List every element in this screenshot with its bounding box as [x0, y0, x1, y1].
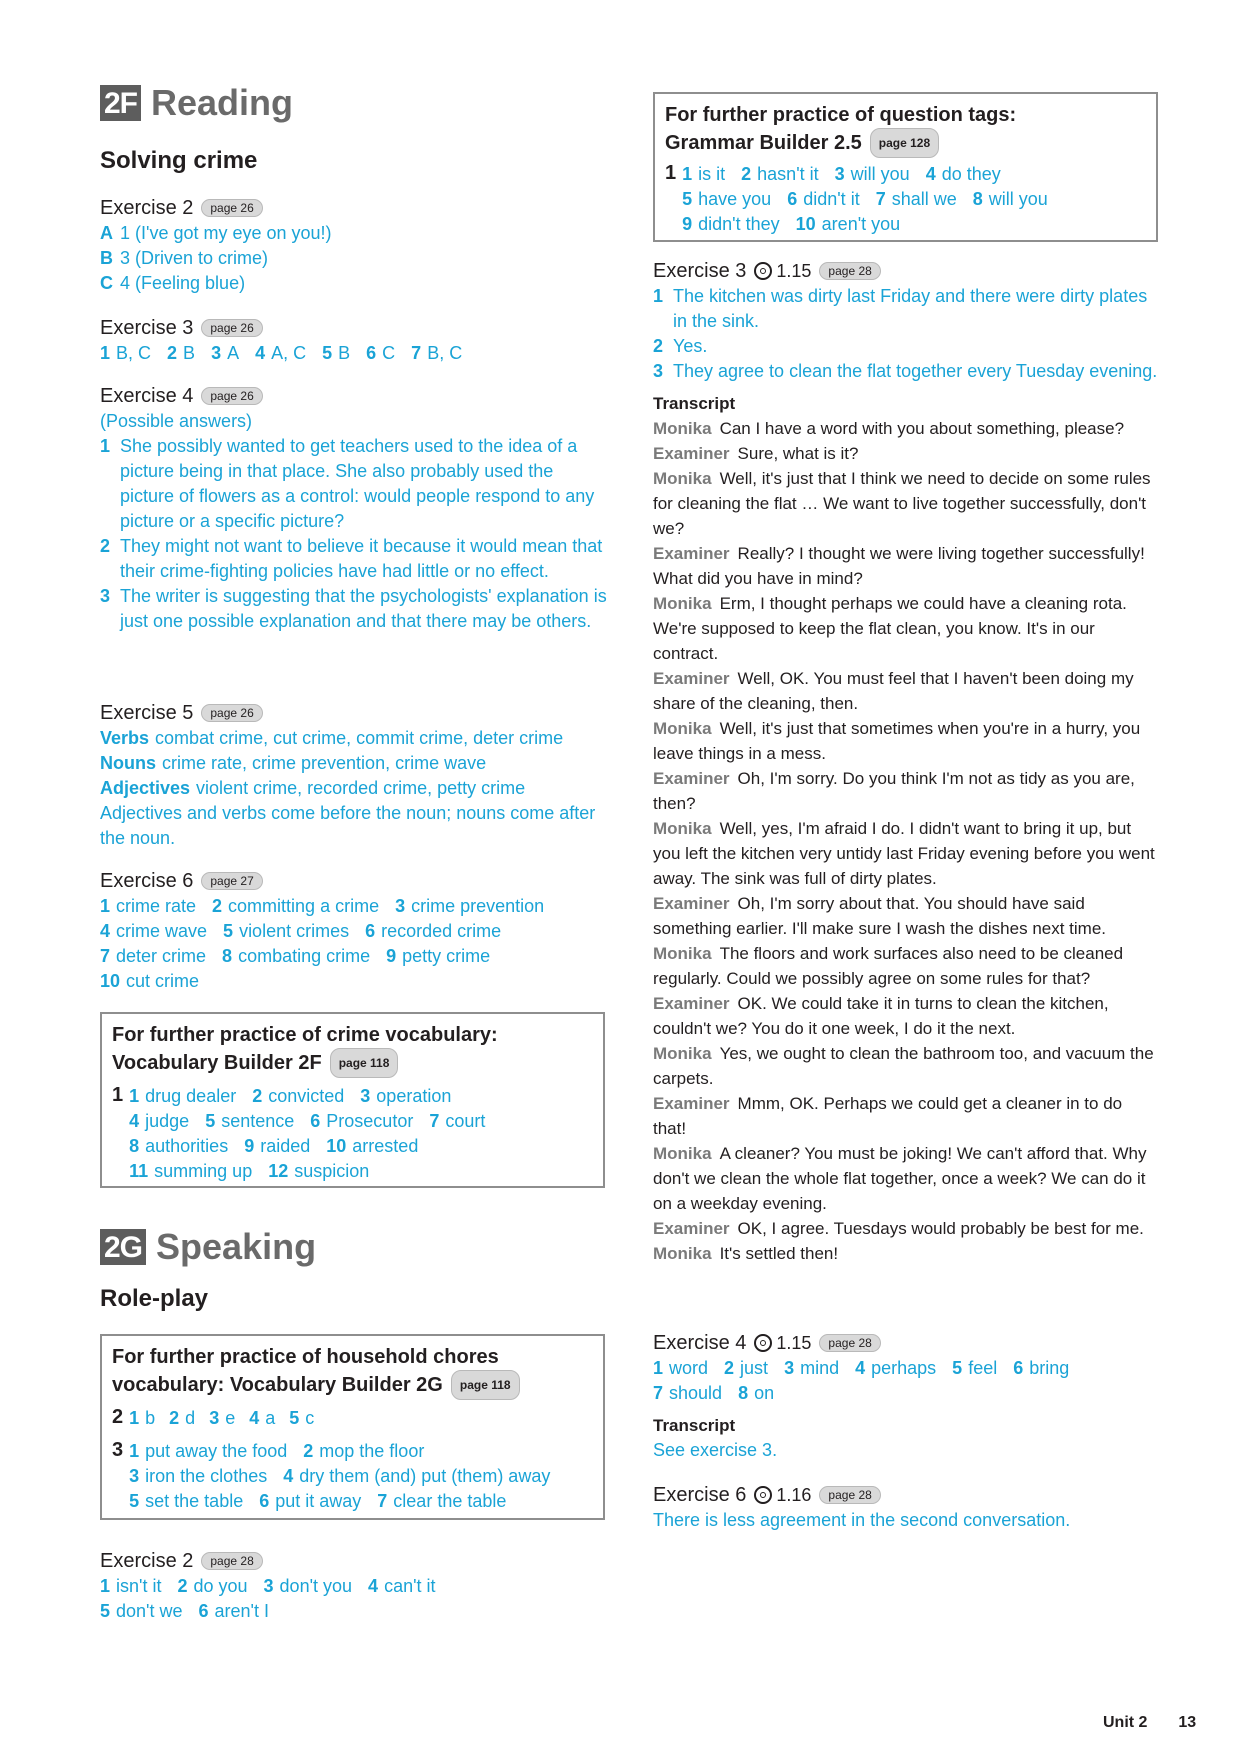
track-number: 1.16 [776, 1484, 812, 1505]
answer-number: Verbs [100, 728, 150, 748]
speaker-name: Examiner [653, 894, 730, 913]
answer-text: sentence [221, 1111, 295, 1131]
answer-item [100, 751, 610, 776]
answer-item [653, 334, 1158, 359]
answer-number: 10 [795, 214, 816, 234]
answer-list [100, 221, 610, 296]
answer-list [100, 434, 610, 634]
answer-number: 4 [129, 1111, 140, 1131]
answer-number: 4 [925, 164, 936, 184]
speech-text: It's settled then! [719, 1244, 839, 1263]
exercise-label: Exercise 4 [100, 384, 194, 407]
answer-text: bring [1029, 1358, 1070, 1378]
exercise-label: Exercise 3 [100, 316, 194, 339]
answer-text: should [669, 1383, 723, 1403]
answer-number: 11 [129, 1161, 149, 1181]
speaker-name: Examiner [653, 544, 730, 563]
speech-text: Oh, I'm sorry. Do you think I'm not as tidy as you are, then? [653, 769, 1135, 813]
speech-text: A cleaner? You must be joking! We can't afford that. Why don't we clean the whole flat together, once a week? We can do it on a weekday evening. [653, 1144, 1147, 1213]
section-code: 2G [100, 1229, 146, 1265]
answer-number: 1 [100, 343, 111, 363]
answer-number: A [100, 223, 113, 243]
exercise-label: Exercise 2 [100, 1549, 194, 1572]
speaker-name: Monika [653, 1244, 712, 1263]
speech-text: Sure, what is it? [737, 444, 859, 463]
answer-number: 7 [100, 946, 111, 966]
speech-text: OK. We could take it in turns to clean the kitchen, couldn't we? You do it one week, I do it the next. [653, 994, 1109, 1038]
answer-item [100, 434, 610, 534]
vocabulary-builder-box [100, 1334, 605, 1520]
answer-text: Prosecutor [326, 1111, 414, 1131]
answer-number: 1 [682, 164, 693, 184]
answer-text: violent crimes [239, 921, 350, 941]
speech-text: Well, OK. You must feel that I haven't been doing my share of the cleaning, then. [653, 669, 1134, 713]
exercise-2 [100, 195, 610, 296]
answer-number: 3 [834, 164, 845, 184]
answer-number: 4 [249, 1408, 260, 1428]
answer-number: 1 [129, 1086, 140, 1106]
answer-number: 5 [129, 1491, 140, 1511]
answer-item [100, 776, 610, 801]
answer-number: 2 [169, 1408, 180, 1428]
answer-number: 2 [303, 1441, 314, 1461]
speaker-name: Examiner [653, 669, 730, 688]
transcript-line [653, 716, 1158, 766]
answer-text: 4 (Feeling blue) [120, 273, 246, 293]
answer-text: d [185, 1408, 196, 1428]
answer-item [100, 271, 610, 296]
answer-note: Adjectives and verbs come before the noun; nouns come after the noun. [100, 803, 596, 848]
answer-number: C [100, 273, 113, 293]
answer-number: Nouns [100, 753, 156, 773]
transcript-line [653, 1041, 1158, 1091]
transcript-line [653, 441, 1158, 466]
answer-text: feel [968, 1358, 998, 1378]
answer-number: 2 [724, 1358, 735, 1378]
answer-text: will you [988, 189, 1048, 209]
answer-item [100, 534, 610, 584]
answer-number: 5 [322, 343, 333, 363]
answer-number: 4 [255, 343, 266, 363]
answer-number: 7 [411, 343, 422, 363]
answer-number: 3 [211, 343, 222, 363]
answer-number: 9 [682, 214, 693, 234]
answer-number: 3 [100, 586, 111, 606]
answer-number: 12 [268, 1161, 289, 1181]
speaker-name: Monika [653, 944, 712, 963]
answer-number: 2 [252, 1086, 263, 1106]
answer-number: B [100, 248, 113, 268]
answer-number: 1 [653, 1358, 664, 1378]
answer-number: 2 [100, 536, 111, 556]
answer-number: 10 [100, 971, 121, 991]
answer-text: b [145, 1408, 156, 1428]
cd-audio-icon [754, 262, 772, 280]
answer-text: B, C [116, 343, 152, 363]
track-number: 1.15 [776, 1332, 812, 1353]
answer-text: 3 (Driven to crime) [120, 248, 269, 268]
answer-number: 7 [875, 189, 886, 209]
page-ref-badge: page 28 [201, 1552, 262, 1570]
transcript-line [653, 1216, 1158, 1241]
box-title: Grammar Builder 2.5 [665, 132, 862, 154]
answer-number: 6 [366, 343, 377, 363]
answer-number: 6 [259, 1491, 270, 1511]
question-number: 2 [112, 1406, 124, 1428]
exercise-4 [100, 383, 610, 634]
question-number: 1 [665, 162, 677, 184]
answer-text: B [183, 343, 196, 363]
page-ref-badge: page 26 [201, 319, 262, 337]
page-ref-badge: page 128 [870, 128, 939, 158]
answer-number: 3 [360, 1086, 371, 1106]
box-title: For further practice of household chores [112, 1346, 499, 1368]
answer-text: aren't I [214, 1601, 269, 1621]
page-ref-badge: page 27 [201, 872, 262, 890]
answer-text: B, C [427, 343, 463, 363]
answer-number: Adjectives [100, 778, 191, 798]
transcript-line [653, 466, 1158, 541]
answer-number: 2 [653, 336, 664, 356]
transcript-line [653, 591, 1158, 666]
speaker-name: Examiner [653, 1094, 730, 1113]
answer-list [129, 1084, 485, 1184]
transcript-heading: Transcript [653, 1416, 736, 1435]
answer-text: combating crime [238, 946, 371, 966]
answer-number: 6 [198, 1601, 209, 1621]
answer-item [100, 584, 610, 634]
answer-text: iron the clothes [145, 1466, 268, 1486]
answer-text: Yes. [673, 336, 708, 356]
transcript-heading: Transcript [653, 394, 736, 413]
answer-text: mop the floor [319, 1441, 425, 1461]
answer-item [100, 246, 610, 271]
answer-text: didn't they [698, 214, 780, 234]
speaker-name: Monika [653, 1144, 712, 1163]
section-2g-heading [100, 1226, 316, 1268]
answer-list [682, 162, 1048, 237]
transcript-note: See exercise 3. [653, 1440, 778, 1460]
answer-number: 8 [972, 189, 983, 209]
answer-text: C [382, 343, 396, 363]
answer-number: 6 [1013, 1358, 1024, 1378]
exercise-label: Exercise 5 [100, 701, 194, 724]
answer-text: don't you [279, 1576, 353, 1596]
answer-note: (Possible answers) [100, 411, 253, 431]
answer-text: recorded crime [381, 921, 502, 941]
page-ref-badge: page 26 [201, 199, 262, 217]
exercise-label: Exercise 2 [100, 196, 194, 219]
answer-number: 1 [129, 1441, 140, 1461]
page-number: 13 [1178, 1714, 1197, 1731]
answer-number: 6 [365, 921, 376, 941]
answer-number: 2 [741, 164, 752, 184]
speaker-name: Examiner [653, 994, 730, 1013]
answer-list [653, 1356, 1158, 1406]
answer-text: 1 (I've got my eye on you!) [120, 223, 332, 243]
speech-text: Really? I thought we were living together successfully! What did you have in mind? [653, 544, 1145, 588]
answer-number: 5 [289, 1408, 300, 1428]
transcript-line [653, 816, 1158, 891]
transcript-line [653, 666, 1158, 716]
answer-list [129, 1439, 550, 1514]
answer-text: e [225, 1408, 236, 1428]
answer-number: 8 [222, 946, 233, 966]
cd-audio-icon [754, 1486, 772, 1504]
speaker-name: Monika [653, 469, 712, 488]
unit-label: Unit 2 [1103, 1714, 1148, 1731]
answer-text: do they [941, 164, 1001, 184]
answer-number: 7 [653, 1383, 664, 1403]
answer-number: 4 [100, 921, 111, 941]
box-title: Vocabulary Builder 2F [112, 1052, 322, 1074]
answer-number: 4 [283, 1466, 294, 1486]
page-ref-badge: page 28 [819, 262, 880, 280]
answer-text: cut crime [126, 971, 200, 991]
section-code: 2F [100, 85, 141, 121]
exercise-2-speaking [100, 1548, 610, 1624]
answer-text: have you [698, 189, 772, 209]
box-title: For further practice of question tags: [665, 104, 1017, 126]
transcript-line [653, 941, 1158, 991]
exercise-label: Exercise 4 [653, 1331, 747, 1354]
page-ref-badge: page 118 [330, 1048, 399, 1078]
transcript-line [653, 1241, 1158, 1266]
box-title: For further practice of crime vocabulary: [112, 1024, 498, 1046]
answer-list [100, 726, 610, 801]
transcript-line [653, 416, 1158, 441]
speaker-name: Monika [653, 594, 712, 613]
exercise-label: Exercise 6 [100, 869, 194, 892]
answer-text: court [445, 1111, 486, 1131]
box-title: vocabulary: Vocabulary Builder 2G [112, 1374, 443, 1396]
answer-text: will you [850, 164, 910, 184]
answer-text: A [227, 343, 240, 363]
speech-text: Mmm, OK. Perhaps we could get a cleaner in to do that! [653, 1094, 1123, 1138]
answer-number: 7 [429, 1111, 440, 1131]
answer-item [100, 221, 610, 246]
answer-text: drug dealer [145, 1086, 237, 1106]
answer-number: 3 [653, 361, 664, 381]
speech-text: Oh, I'm sorry about that. You should have said something earlier. I'll make sure I wash the dishes next time. [653, 894, 1107, 938]
answer-text: c [305, 1408, 315, 1428]
speech-text: Can I have a word with you about something, please? [719, 419, 1125, 438]
speech-text: Well, it's just that I think we need to decide on some rules for cleaning the flat … We want to live together successfully, don't we? [653, 469, 1151, 538]
page-ref-badge: page 118 [451, 1370, 520, 1400]
track-number: 1.15 [776, 260, 812, 281]
answer-item [653, 359, 1158, 384]
exercise-label: Exercise 6 [653, 1483, 747, 1506]
answer-number: 1 [653, 286, 664, 306]
cd-audio-icon [754, 1334, 772, 1352]
answer-text: The writer is suggesting that the psychologists' explanation is just one possible explanation and that there may be others. [120, 586, 607, 631]
answer-text: on [754, 1383, 775, 1403]
section-2f-heading [100, 82, 293, 124]
answer-text: don't we [116, 1601, 183, 1621]
answer-number: 1 [129, 1408, 140, 1428]
answer-text: hasn't it [757, 164, 819, 184]
transcript-line [653, 991, 1158, 1041]
answer-number: 9 [386, 946, 397, 966]
answer-number: 3 [395, 896, 406, 916]
answer-text: shall we [891, 189, 957, 209]
speech-text: Well, it's just that sometimes when you're in a hurry, you leave things in a mess. [653, 719, 1141, 763]
answer-list [653, 284, 1158, 384]
speech-text: OK, I agree. Tuesdays would probably be best for me. [737, 1219, 1144, 1238]
answer-number: 1 [100, 896, 111, 916]
answer-text: committing a crime [228, 896, 380, 916]
section-title: Speaking [156, 1226, 317, 1267]
answer-number: 5 [100, 1601, 111, 1621]
answer-list [129, 1406, 314, 1431]
answer-text: violent crime, recorded crime, petty crime [196, 778, 526, 798]
answer-number: 6 [310, 1111, 321, 1131]
answer-text: isn't it [116, 1576, 162, 1596]
answer-text: They agree to clean the flat together every Tuesday evening. [673, 361, 1158, 381]
transcript [653, 416, 1158, 1266]
section-subtitle: Solving crime [100, 147, 258, 174]
speaker-name: Examiner [653, 444, 730, 463]
transcript-line [653, 541, 1158, 591]
answer-text: arrested [352, 1136, 419, 1156]
speaker-name: Examiner [653, 1219, 730, 1238]
page-ref-badge: page 26 [201, 387, 262, 405]
answer-number: 6 [787, 189, 798, 209]
answer-number: 5 [682, 189, 693, 209]
exercise-5 [100, 700, 610, 851]
answer-text: dry them (and) put (them) away [299, 1466, 551, 1486]
answer-number: 10 [326, 1136, 347, 1156]
answer-list [100, 341, 610, 366]
answer-text: deter crime [116, 946, 207, 966]
answer-text: They might not want to believe it because it would mean that their crime-fighting policies have had little or no effect. [120, 536, 603, 581]
transcript-line [653, 766, 1158, 816]
answer-text: combat crime, cut crime, commit crime, deter crime [155, 728, 564, 748]
answer-number: 9 [244, 1136, 255, 1156]
exercise-6 [100, 868, 610, 994]
answer-text: authorities [145, 1136, 229, 1156]
grammar-builder-box [653, 92, 1158, 242]
exercise-4-speaking [653, 1330, 1158, 1463]
answer-text: crime rate [116, 896, 197, 916]
speech-text: Erm, I thought perhaps we could have a cleaning rota. We're supposed to keep the flat clean, you know. It's in our contract. [653, 594, 1127, 663]
answer-text: can't it [384, 1576, 436, 1596]
speaker-name: Monika [653, 419, 712, 438]
answer-number: 1 [100, 1576, 111, 1596]
answer-list [100, 1574, 610, 1624]
section-subtitle: Role-play [100, 1285, 209, 1312]
answer-number: 3 [263, 1576, 274, 1596]
exercise-6-speaking [653, 1482, 1158, 1533]
speech-text: The floors and work surfaces also need to be cleaned regularly. Could we possibly agree on some rules for that? [653, 944, 1124, 988]
answer-text: put away the food [145, 1441, 288, 1461]
answer-text: just [740, 1358, 769, 1378]
answer-text: The kitchen was dirty last Friday and there were dirty plates in the sink. [673, 286, 1148, 331]
answer-number: 4 [368, 1576, 379, 1596]
answer-text: crime prevention [411, 896, 545, 916]
transcript-line [653, 1141, 1158, 1216]
page-ref-badge: page 28 [819, 1486, 880, 1504]
answer-text: convicted [268, 1086, 345, 1106]
answer-text: A, C [271, 343, 307, 363]
answer-list [100, 894, 610, 994]
question-number: 1 [112, 1084, 124, 1106]
answer-number: 2 [177, 1576, 188, 1596]
answer-text: summing up [154, 1161, 253, 1181]
exercise-3 [100, 315, 610, 366]
answer-number: 3 [784, 1358, 795, 1378]
exercise-3-speaking [653, 258, 1158, 1266]
answer-text: didn't it [803, 189, 860, 209]
answer-text: B [338, 343, 351, 363]
speaker-name: Monika [653, 719, 712, 738]
answer-text: suspicion [294, 1161, 370, 1181]
answer-text: clear the table [393, 1491, 507, 1511]
answer-number: 4 [855, 1358, 866, 1378]
answer-number: 8 [738, 1383, 749, 1403]
answer-text: mind [800, 1358, 840, 1378]
answer-text: She possibly wanted to get teachers used to the idea of a picture being in that place. She also probably used the picture of flowers as a control: would people respond to any picture or a specific picture? [120, 436, 595, 531]
answer-text: raided [260, 1136, 311, 1156]
answer-number: 8 [129, 1136, 140, 1156]
answer-text: petty crime [402, 946, 491, 966]
section-title: Reading [151, 82, 294, 123]
answer-number: 5 [223, 921, 234, 941]
speaker-name: Monika [653, 819, 712, 838]
question-number: 3 [112, 1439, 124, 1461]
answer-text: word [669, 1358, 709, 1378]
answer-text: judge [145, 1111, 190, 1131]
vocabulary-builder-box [100, 1012, 605, 1188]
answer-number: 2 [212, 896, 223, 916]
page-ref-badge: page 28 [819, 1334, 880, 1352]
transcript-line [653, 891, 1158, 941]
speaker-name: Monika [653, 1044, 712, 1063]
answer-text: There is less agreement in the second conversation. [653, 1510, 1071, 1530]
answer-text: perhaps [871, 1358, 937, 1378]
speech-text: Yes, we ought to clean the bathroom too, and vacuum the carpets. [653, 1044, 1154, 1088]
answer-text: do you [193, 1576, 248, 1596]
page-ref-badge: page 26 [201, 704, 262, 722]
exercise-label: Exercise 3 [653, 259, 747, 282]
answer-number: 3 [209, 1408, 220, 1428]
speaker-name: Examiner [653, 769, 730, 788]
answer-text: put it away [275, 1491, 362, 1511]
answer-text: a [265, 1408, 276, 1428]
answer-number: 1 [100, 436, 111, 456]
answer-number: 7 [377, 1491, 388, 1511]
answer-text: is it [698, 164, 726, 184]
answer-item [653, 284, 1158, 334]
page-footer [1103, 1714, 1196, 1732]
answer-number: 5 [952, 1358, 963, 1378]
answer-text: set the table [145, 1491, 244, 1511]
answer-item [100, 726, 610, 751]
answer-number: 5 [205, 1111, 216, 1131]
speech-text: Well, yes, I'm afraid I do. I didn't want to bring it up, but you left the kitchen very untidy last Friday evening before you went away. The sink was full of dirty plates. [653, 819, 1155, 888]
answer-text: operation [376, 1086, 452, 1106]
answer-number: 3 [129, 1466, 140, 1486]
answer-text: aren't you [821, 214, 901, 234]
answer-text: crime wave [116, 921, 208, 941]
transcript-line [653, 1091, 1158, 1141]
answer-number: 2 [167, 343, 178, 363]
answer-text: crime rate, crime prevention, crime wave [162, 753, 487, 773]
